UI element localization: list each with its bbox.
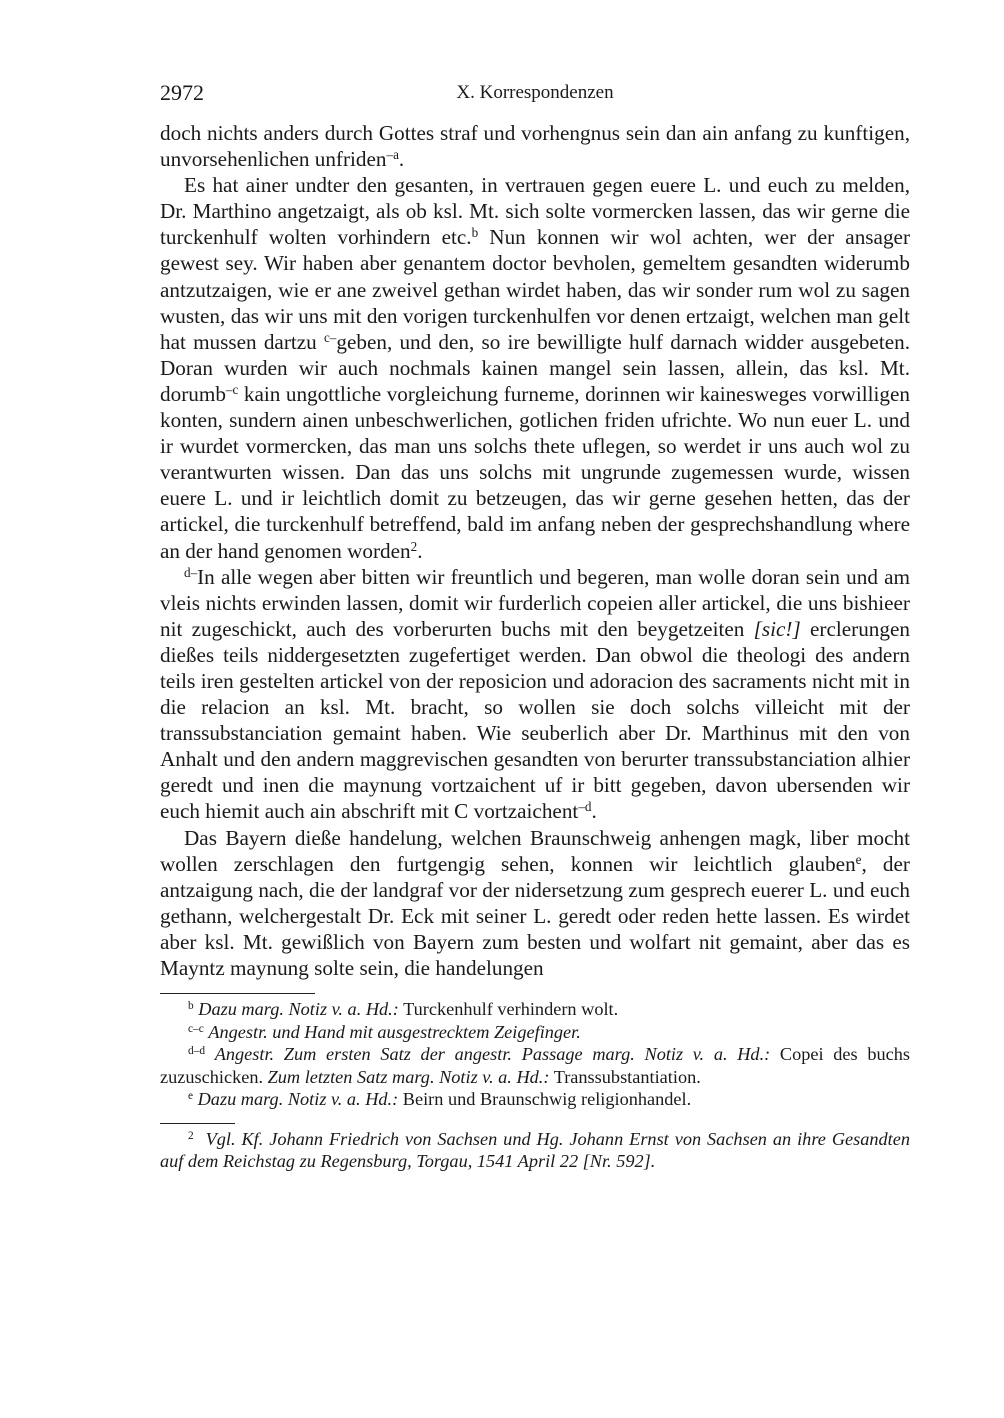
paragraph-text: kain ungottliche vorgleichung furneme, dorinnen wir kainesweges vorwilligen konten, sundern ainen unbeschwerlichen, gotlichen friden ufrichte. Wo nun euer L. und ir wurdet vormercken, das man uns solchs thete uflegen, so werdet ir uns auch wol zu verantwurten wissen. Dan das uns solchs mit ungrunde zugemessen wurde, wissen euere L. und ir leichtlich domit zu betzeugen, das wir gerne gesehen hetten, das der artickel, die turckenhulf betreffend, bald im anfang neben der gesprechshandlung where an der hand genomen worden [160, 381, 910, 563]
footnote-divider-commentary [160, 1123, 235, 1124]
note-italic: Angestr. und Hand mit ausgestrecktem Zeigefinger. [208, 1021, 581, 1042]
punctuation: . [398, 147, 405, 172]
note-text: Turckenhulf verhindern wolt. [398, 999, 619, 1020]
note-mark: 2 [188, 1129, 194, 1142]
note-text: Transsubstantiation. [549, 1066, 701, 1087]
textual-notes [160, 998, 910, 1111]
paragraph-text: , der antzaigung nach, die der landgraf vor der nidersetzung zum gesprech euerer L. und euch gethann, welchergestalt Dr. Eck mit seiner L. geredt oder reden hette lassen. Es wirdet aber ksl. Mt. gewißlich von Bayern zum besten und wolfart nit gemaint, aber das es Mayntz maynung solte sein, die handelungen [160, 851, 910, 980]
page-number: 2972 [160, 80, 204, 105]
note-mark: d–d [188, 1044, 205, 1057]
textual-note-d [160, 1043, 910, 1088]
note-italic: Dazu marg. Notiz v. a. Hd.: [198, 999, 399, 1020]
note-text: Copei des buchs zuzuschicken. [160, 1044, 911, 1087]
footnote-divider-textual [160, 993, 315, 994]
note-marker-c-close: –c [225, 381, 239, 397]
running-head [160, 78, 910, 108]
note-marker-d-close: –d [578, 799, 592, 815]
note-marker-e: e [855, 851, 862, 867]
note-italic: Angestr. Zum ersten Satz der angestr. Passage marg. Notiz v. a. Hd.: [214, 1044, 771, 1065]
commentary-notes [160, 1128, 910, 1173]
main-text [160, 120, 910, 981]
textual-note-c [160, 1021, 910, 1044]
paragraph-text: geben, und den, so ire bewilligte hulf darnach widder ausgebeten. Doran wurden wir auch nochmals kainen mangel sein lassen, allein, das ksl. Mt. dorumb [160, 329, 910, 406]
paragraph-text: Nun konnen wir wol achten, wer der ansager gewest sey. Wir haben aber genantem doctor bevholen, gemeltem gesandten widerumb antzutzaigen, wie er ane zweivel gethan wirdet haben, das wir sonder rum wol zu sagen wusten, das wir uns mit den vorigen turckenhulfen vor denen ertzaigt, welchen man gelt hat mussen dartzu [160, 225, 910, 354]
paragraph-text: In alle wegen aber bitten wir freuntlich und begeren, man wolle doran sein und am vleis nichts erwinden lassen, domit wir furderlich copeien aller artickel, die uns bishieer nit zugeschickt, auch des vorberurten buchs mit den beygetzeiten [160, 564, 910, 641]
paragraph-1 [160, 120, 910, 172]
note-mark: c–c [188, 1022, 204, 1035]
note-italic: Dazu marg. Notiz v. a. Hd.: [197, 1089, 399, 1110]
punctuation: . [417, 538, 423, 563]
paragraph-text: erclerungen dießes teils niddergesetzten zugefertiget werden. Dan obwol die theologi des andern teils iren gestelten artickel von der reposicion und adoracion des sacraments nicht mit in die relacion an ksl. Mt. bracht, so wollen sie doch solchs villeicht mit der transsubstanciation gemaint haben. Wie seuberlich aber Dr. Marthinus mit den von Anhalt und den andern maggrevischen gesandten von berurter transsubstanciation alhier geredt und inen die maynung vortzaichent uf ir bitt gegeben, davon ubersenden wir euch hiemit auch ain abschrift mit C vortzaichent [160, 616, 910, 824]
textual-note-e [160, 1088, 910, 1111]
note-italic: Vgl. Kf. Johann Friedrich von Sachsen und Hg. Johann Ernst von Sachsen an ihre Gesandten auf dem Reichstag zu Regensburg, Torgau, 1541 April 22 [Nr. 592]. [160, 1128, 911, 1172]
paragraph-text: Es hat ainer undter den gesanten, in vertrauen gegen euere L. und euch zu melden, Dr. Marthino angetzaigt, als ob ksl. Mt. sich solte vormercken lassen, das wir gerne die turckenhulf wolten vorhindern etc. [160, 173, 910, 250]
page [160, 78, 910, 1173]
textual-note-b [160, 998, 910, 1021]
paragraph-4 [160, 825, 910, 982]
sic-annotation: [sic!] [753, 616, 801, 641]
paragraph-3 [160, 564, 910, 825]
note-italic: Zum letzten Satz marg. Notiz v. a. Hd.: [267, 1066, 550, 1087]
paragraph-text: Das Bayern dieße handelung, welchen Braunschweig anhengen magk, liber mocht wollen zerschlagen den furtgengig sehen, konnen wir leichtlich glauben [160, 825, 910, 876]
note-marker-d-open: d– [184, 564, 198, 580]
paragraph-2 [160, 172, 910, 563]
note-mark: b [188, 999, 194, 1012]
note-marker-b: b [471, 225, 479, 241]
note-mark: e [188, 1089, 194, 1102]
running-title: X. Korrespondenzen [456, 82, 614, 103]
punctuation: . [591, 799, 597, 824]
note-marker-a-close: –a [386, 146, 399, 162]
footnote-ref-2: 2 [410, 538, 418, 554]
note-marker-c-open: c– [323, 329, 337, 345]
paragraph-text: doch nichts anders durch Gottes straf und vorhengnus sein dan ain anfang zu kunftigen, unvorsehenlichen unfriden [160, 121, 910, 172]
note-text: Beirn und Braunschwig religionhandel. [398, 1089, 692, 1110]
commentary-note-2 [160, 1128, 910, 1173]
